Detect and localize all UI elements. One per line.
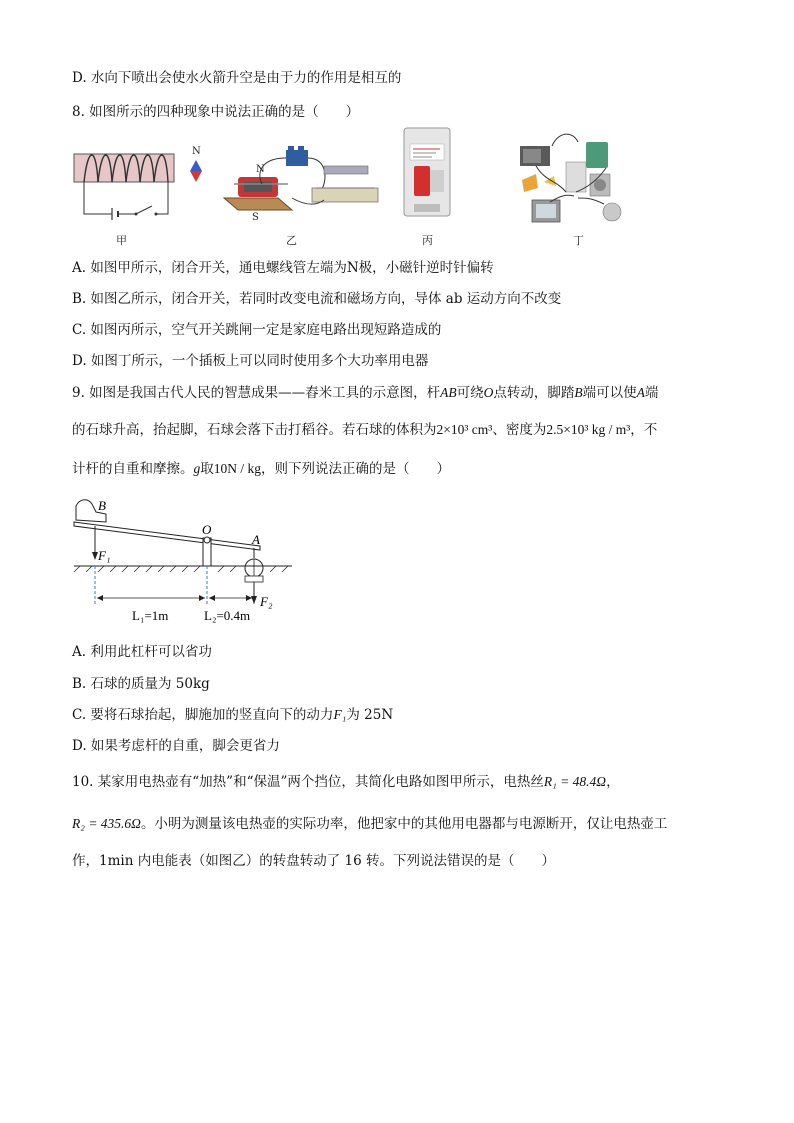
q8-figures <box>66 122 646 250</box>
q9-option-b: B. 石球的质量为 50kg <box>72 676 210 692</box>
q9-stem-line3: 计杆的自重和摩擦。g取10N / kg，则下列说法正确的是（ ） <box>72 461 450 477</box>
q9-lever-figure <box>70 492 300 628</box>
label-a: A <box>252 532 260 547</box>
caption-bing: 丙 <box>422 234 433 247</box>
q8-option-b: B. 如图乙所示，闭合开关，若同时改变电流和磁场方向，导体 ab 运动方向不改变 <box>72 291 562 307</box>
q8-option-c: C. 如图丙所示，空气开关跳闸一定是家庭电路出现短路造成的 <box>72 322 442 338</box>
label-b: B <box>98 498 106 513</box>
label-l1: L₁=1m <box>132 608 169 623</box>
magnet-n-label: N <box>256 164 265 175</box>
figure-bing-circuit-breaker <box>404 128 450 247</box>
q7-option-d: D. 水向下喷出会使水火箭升空是由于力的作用是相互的 <box>72 70 402 86</box>
label-f2: F₂ <box>260 594 273 609</box>
label-l2: L₂=0.4m <box>204 608 251 623</box>
q8-option-a: A. 如图甲所示，闭合开关，通电螺线管左端为N极，小磁针逆时针偏转 <box>72 260 494 276</box>
caption-yi: 乙 <box>286 234 297 247</box>
q10-stem-line1: 10. 某家用电热壶有“加热”和“保温”两个挡位，其简化电路如图甲所示，电热丝R₁ = 48.4Ω， <box>72 774 620 790</box>
q10-stem-line2: R₂ = 435.6Ω。小明为测量该电热壶的实际功率，他把家中的其他用电器都与电源断开，仅让电热壶工 <box>72 816 668 832</box>
magnet-s-label: S <box>252 212 259 223</box>
q9-option-a: A. 利用此杠杆可以省功 <box>72 644 212 660</box>
figure-yi-motor-experiment <box>224 146 378 247</box>
q9-option-d: D. 如果考虑杆的自重，脚会更省力 <box>72 738 280 754</box>
q9-stem-line1: 9. 如图是我国古代人民的智慧成果——舂米工具的示意图，杆AB可绕O点转动，脚踏B端可以使A端 <box>72 385 659 401</box>
label-f1: F₁ <box>98 548 111 563</box>
figure-ding-overloaded-socket <box>520 134 621 247</box>
q10-stem-line3: 作，1min 内电能表（如图乙）的转盘转动了 16 转。下列说法错误的是（ ） <box>72 853 555 869</box>
q9-option-c: C. 要将石球抬起，脚施加的竖直向下的动力F₁为 25N <box>72 707 394 723</box>
label-o: O <box>202 522 212 537</box>
figure-jia-solenoid <box>74 146 202 247</box>
caption-jia: 甲 <box>116 234 127 247</box>
q9-stem-line2: 的石球升高，抬起脚，石球会落下击打稻谷。若石球的体积为2×10³ cm³、密度为2.5×10³ kg / m³，不 <box>72 422 658 438</box>
q8-stem: 8. 如图所示的四种现象中说法正确的是（ ） <box>72 104 360 120</box>
caption-ding: 丁 <box>573 234 584 247</box>
q8-option-d: D. 如图丁所示，一个插板上可以同时使用多个大功率用电器 <box>72 353 429 369</box>
needle-n-label: N <box>192 146 201 157</box>
